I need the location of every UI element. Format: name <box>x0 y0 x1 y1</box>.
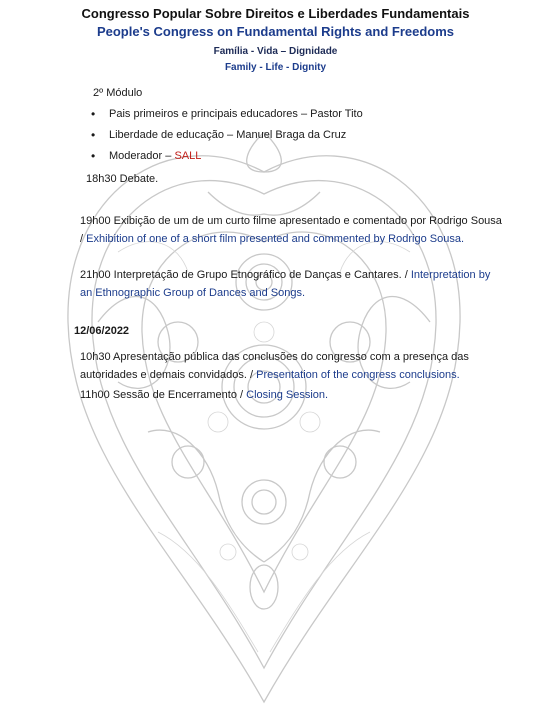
list-item-text: Liberdade de educação – Manuel Braga da Cruz <box>109 129 347 141</box>
closing-text-en: Closing Session. <box>246 389 329 401</box>
title-portuguese: Congresso Popular Sobre Direitos e Liberdades Fundamentais <box>81 6 470 21</box>
closing-entry <box>80 386 485 404</box>
conclusions-text-pt: 10h30 Apresentação pública das conclusões do congresso com a presença das autoridades e demais convidados. / <box>80 351 469 381</box>
list-item-text: Moderador – <box>109 150 175 162</box>
bullet-icon: • <box>91 149 96 163</box>
conclusions-entry <box>80 348 485 384</box>
motto-portuguese: Família - Vida – Dignidade <box>213 46 338 57</box>
module-label: 2º Módulo <box>93 87 143 99</box>
dance-text-pt: 21h00 Interpretação de Grupo Etnográfico de Danças e Cantares. / <box>80 269 411 281</box>
film-text-en: Exhibition of one of a short film presented and commented by Rodrigo Sousa. <box>86 233 465 245</box>
module-speaker-list <box>88 105 508 168</box>
list-item <box>88 126 508 147</box>
list-item <box>88 105 508 126</box>
motto-english: Family - Life - Dignity <box>224 62 327 73</box>
moderator-name: SALL <box>174 150 202 162</box>
dance-text-en: Interpretation by an Ethnographic Group of Dances and Songs. <box>80 269 491 299</box>
bullet-icon: • <box>91 128 96 142</box>
header <box>0 4 551 76</box>
film-entry <box>80 212 505 248</box>
closing-text-pt: 11h00 Sessão de Encerramento / <box>80 389 247 401</box>
debate-entry: 18h30 Debate. <box>86 173 159 185</box>
title-english: People's Congress on Fundamental Rights and Freedoms <box>96 24 455 39</box>
date-heading: 12/06/2022 <box>74 325 130 337</box>
list-item <box>88 147 508 168</box>
dance-entry <box>80 266 505 302</box>
film-text-pt: 19h00 Exibição de um de um curto filme apresentado e comentado por Rodrigo Sousa / <box>80 215 502 245</box>
bullet-icon: • <box>91 107 96 121</box>
conclusions-text-en: Presentation of the congress conclusions. <box>256 369 460 381</box>
list-item-text: Pais primeiros e principais educadores – Pastor Tito <box>109 108 363 120</box>
